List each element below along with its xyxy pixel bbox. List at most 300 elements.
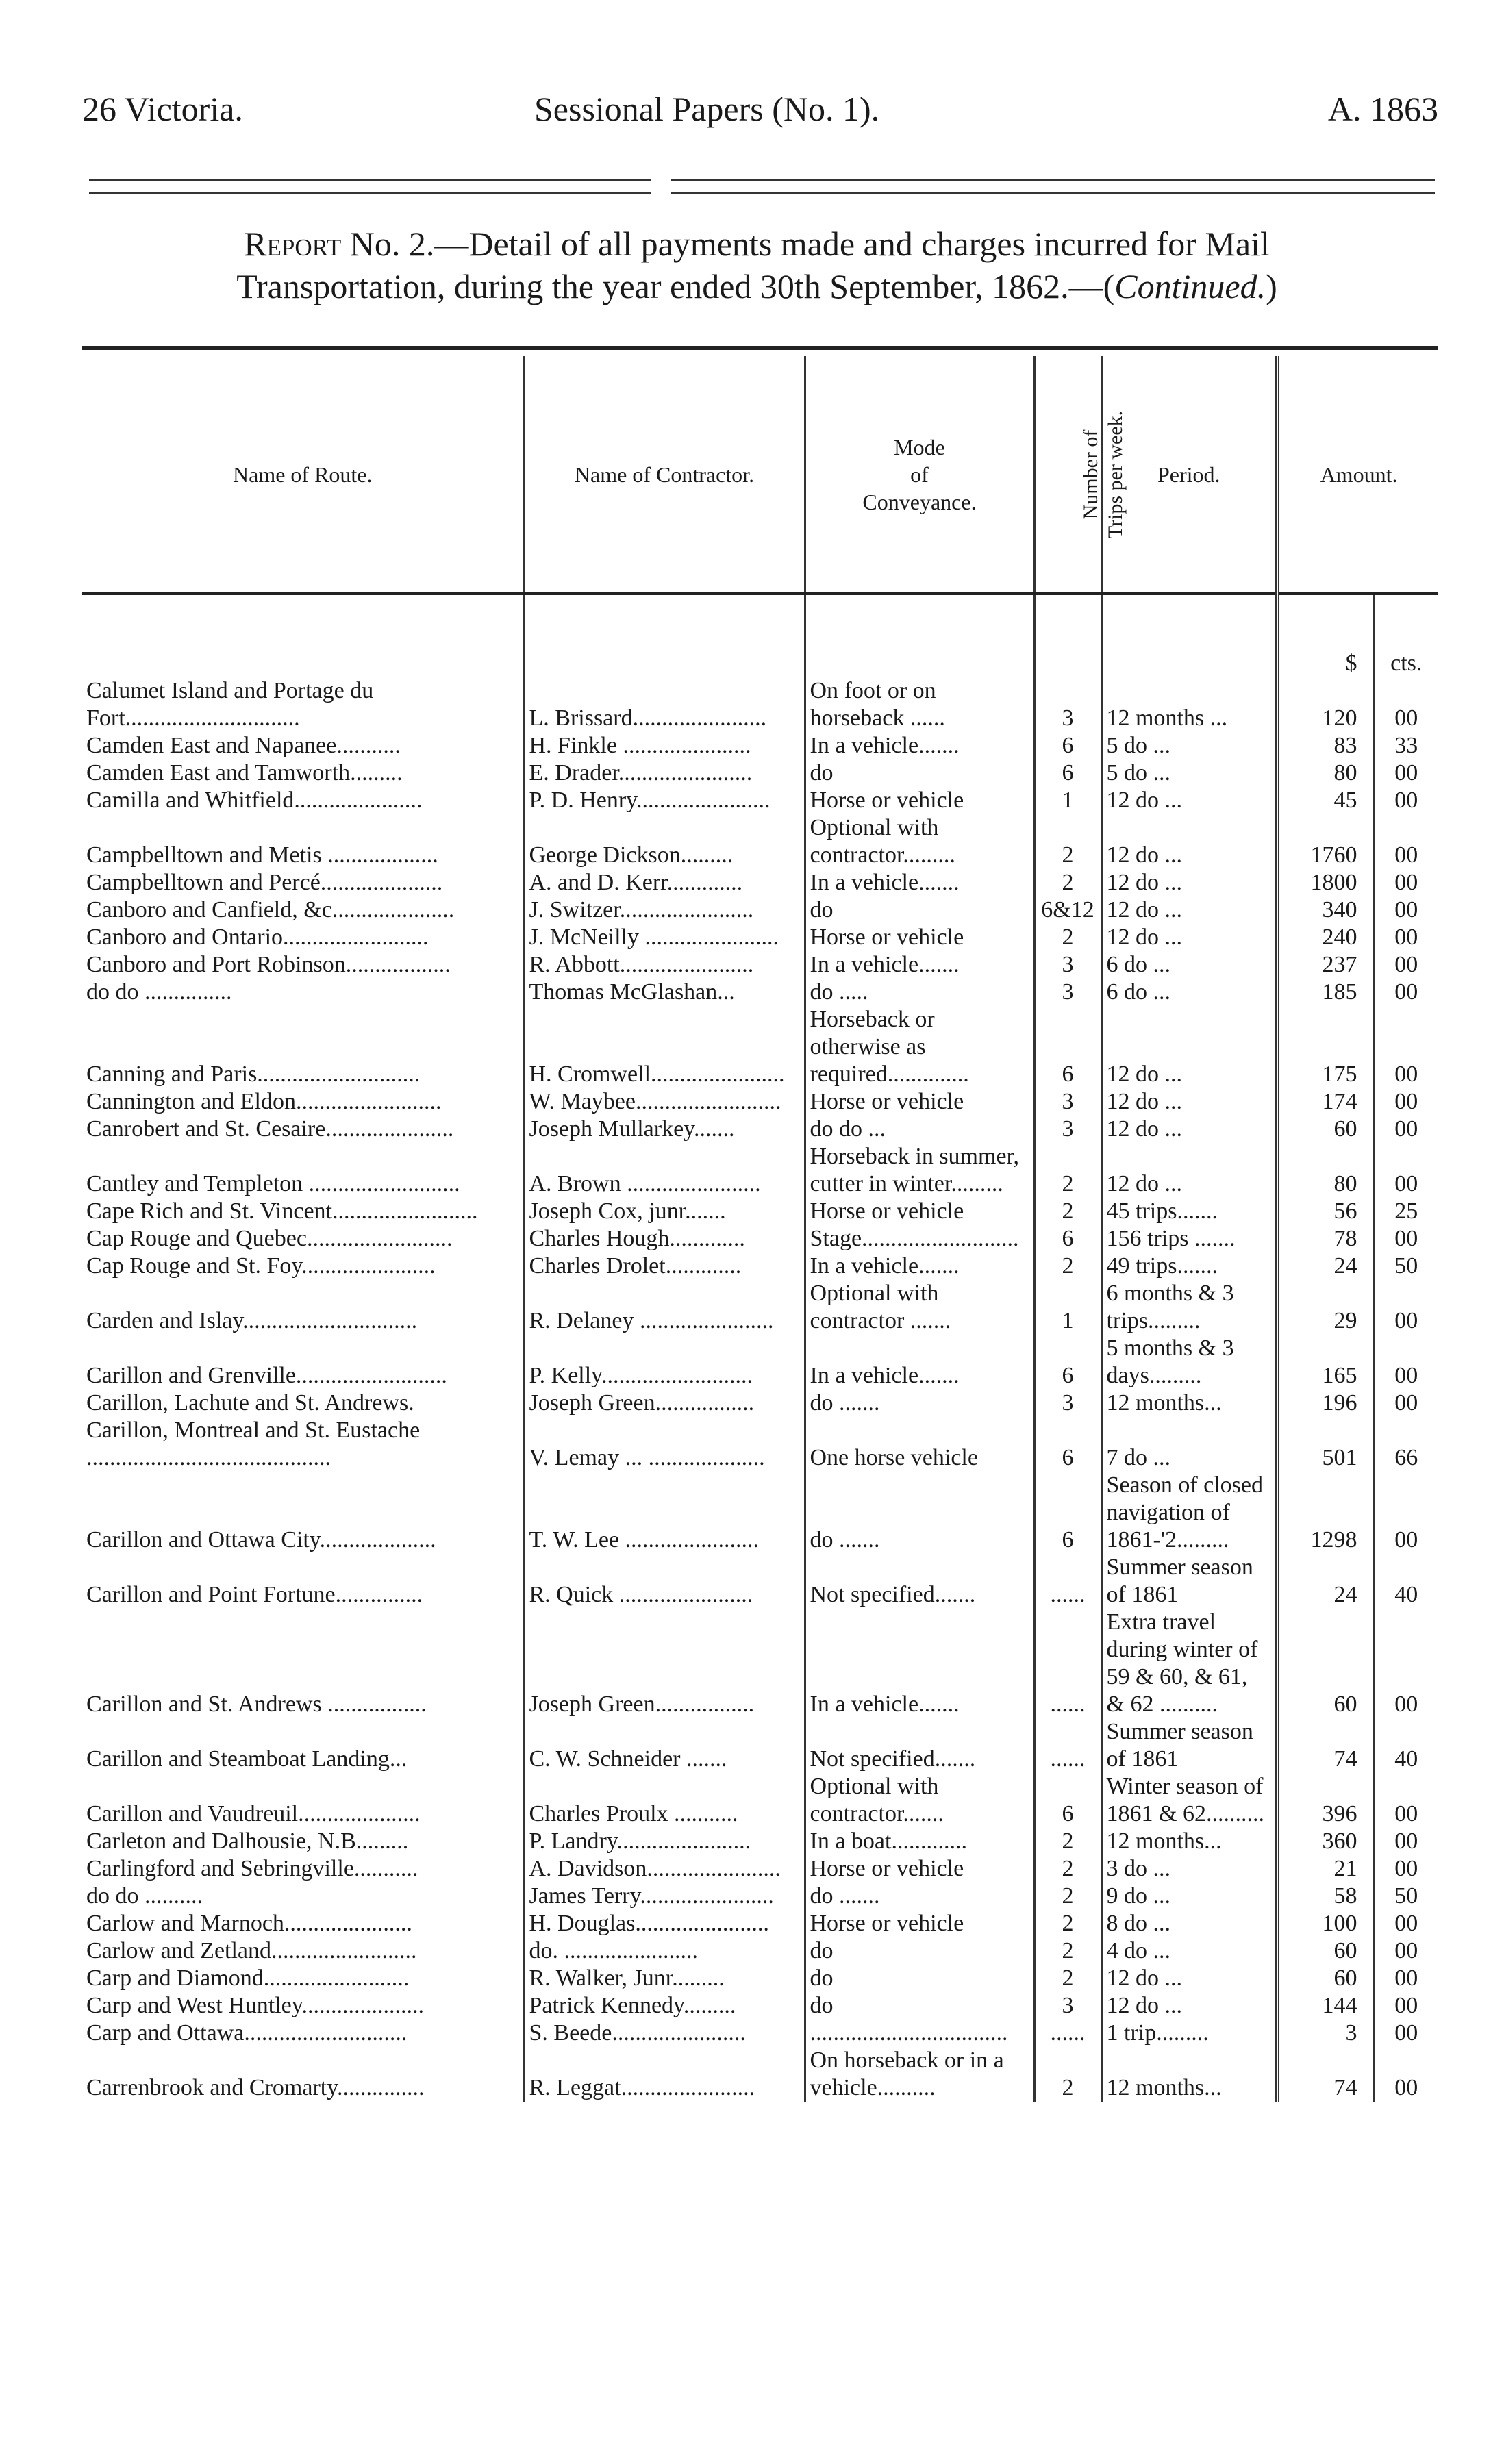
trips-cell: 3 [1034, 1992, 1101, 2020]
cents-cell: 00 [1373, 2047, 1438, 2102]
contractor-cell: L. Brissard....................... [524, 677, 805, 732]
dollars-cell: 1760 [1277, 814, 1373, 869]
cents-cell: 00 [1373, 677, 1438, 732]
year-label: A. 1863 [1327, 90, 1438, 128]
mode-cell: Horseback in summer, cutter in winter......... [805, 1143, 1034, 1198]
table-row [82, 1143, 1438, 1198]
period-cell: 12 months... [1101, 1828, 1277, 1855]
mode-cell: do ....... [805, 1472, 1034, 1554]
contractor-cell: V. Lemay ... .................... [524, 1417, 805, 1472]
cents-cell: 00 [1373, 924, 1438, 951]
cents-cell: 00 [1373, 979, 1438, 1006]
dollars-cell: 83 [1277, 732, 1373, 759]
dollars-cell: 174 [1277, 1088, 1373, 1116]
trips-cell: 2 [1034, 1198, 1101, 1225]
route-cell: Canboro and Canfield, &c..................... [86, 897, 455, 922]
dollars-cell: 1298 [1277, 1472, 1373, 1554]
contractor-cell: R. Quick ....................... [524, 1554, 805, 1609]
trips-cell: 6 [1034, 759, 1101, 787]
period-cell: 12 do ... [1101, 869, 1277, 896]
trips-cell: ...... [1034, 1609, 1101, 1718]
period-cell: 49 trips....... [1101, 1253, 1277, 1280]
period-cell: 12 months... [1101, 1390, 1277, 1417]
mode-cell: Horse or vehicle [805, 924, 1034, 951]
mode-cell: In a vehicle....... [805, 1335, 1034, 1390]
mode-cell: Stage........................... [805, 1225, 1034, 1253]
period-cell: 12 do ... [1101, 1965, 1277, 1992]
route-cell: Carillon and Ottawa City.................... [86, 1527, 436, 1552]
title-line-1: No. 2.—Detail of all payments made and charges incurred for Mail [341, 225, 1270, 263]
trips-cell: 6&12 [1034, 896, 1101, 924]
mode-cell: In a vehicle....... [805, 869, 1034, 896]
trips-cell: 2 [1034, 1910, 1101, 1937]
dollars-cell: 56 [1277, 1198, 1373, 1225]
cents-cell: 25 [1373, 1198, 1438, 1225]
mode-cell: In a vehicle....... [805, 951, 1034, 979]
route-cell: Carillon and Point Fortune............... [86, 1582, 423, 1607]
mode-cell: do ....... [805, 1883, 1034, 1910]
trips-cell: 2 [1034, 869, 1101, 896]
table-row [82, 1116, 1438, 1143]
dollars-cell: 74 [1277, 1718, 1373, 1773]
table-row [82, 814, 1438, 869]
trips-header-line-2: Trips per week. [1103, 410, 1127, 538]
trips-cell: 3 [1034, 979, 1101, 1006]
table-row [82, 1883, 1438, 1910]
period-cell: 4 do ... [1101, 1937, 1277, 1965]
route-cell: Carillon, Montreal and St. Eustache .......................................... [86, 1418, 421, 1470]
cents-cell: 00 [1373, 759, 1438, 787]
table-row [82, 1390, 1438, 1417]
table-row [82, 1910, 1438, 1937]
route-cell: Camilla and Whitfield...................... [86, 788, 423, 813]
table-row [82, 1965, 1438, 1992]
route-cell: Carrenbrook and Cromarty............... [86, 2075, 425, 2100]
cents-cell: 00 [1373, 1965, 1438, 1992]
dollars-cell: 340 [1277, 896, 1373, 924]
table-row [82, 1225, 1438, 1253]
trips-cell: ...... [1034, 1554, 1101, 1609]
table-top-rule [82, 346, 1438, 350]
period-cell: 12 do ... [1101, 814, 1277, 869]
dollars-cell: 58 [1277, 1883, 1373, 1910]
contractor-cell: P. Kelly.......................... [524, 1335, 805, 1390]
period-cell: 12 do ... [1101, 787, 1277, 814]
route-cell: Campbelltown and Percé..................... [86, 870, 443, 895]
trips-cell: ...... [1034, 1718, 1101, 1773]
contractor-cell: Joseph Cox, junr....... [524, 1198, 805, 1225]
dollars-unit: $ [1277, 594, 1373, 677]
trips-cell: 2 [1034, 924, 1101, 951]
table-row [82, 1828, 1438, 1855]
trips-cell: 6 [1034, 1006, 1101, 1088]
route-cell: Camden East and Napanee........... [86, 733, 401, 758]
contractor-cell: Charles Hough............. [524, 1225, 805, 1253]
table-row [82, 951, 1438, 979]
contractor-cell: R. Leggat....................... [524, 2047, 805, 2102]
mode-cell: On horseback or in a vehicle.......... [805, 2047, 1034, 2102]
cents-cell: 00 [1373, 869, 1438, 896]
period-cell: 12 do ... [1101, 1116, 1277, 1143]
route-cell: Carillon and St. Andrews ................. [86, 1692, 427, 1717]
table-row [82, 1280, 1438, 1335]
route-cell: Carp and Diamond......................... [86, 1965, 410, 1991]
cents-cell: 00 [1373, 1937, 1438, 1965]
cents-cell: 00 [1373, 1609, 1438, 1718]
table-row [82, 732, 1438, 759]
trips-cell: 6 [1034, 1417, 1101, 1472]
period-cell: 5 months & 3 days......... [1101, 1335, 1277, 1390]
mode-cell: In a vehicle....... [805, 1253, 1034, 1280]
cents-cell: 00 [1373, 814, 1438, 869]
cents-cell: 50 [1373, 1253, 1438, 1280]
period-cell: 45 trips....... [1101, 1198, 1277, 1225]
dollars-cell: 45 [1277, 787, 1373, 814]
dollars-cell: 185 [1277, 979, 1373, 1006]
trips-cell: 2 [1034, 1883, 1101, 1910]
dollars-cell: 21 [1277, 1855, 1373, 1883]
dollars-cell: 360 [1277, 1828, 1373, 1855]
cents-cell: 00 [1373, 2020, 1438, 2047]
header-rule-right [671, 179, 1435, 194]
mode-cell: do ....... [805, 1390, 1034, 1417]
route-cell: Carillon and Steamboat Landing... [86, 1746, 408, 1772]
dollars-cell: 24 [1277, 1554, 1373, 1609]
route-header: Name of Route. [82, 356, 524, 594]
period-cell: 6 do ... [1101, 979, 1277, 1006]
trips-cell: 6 [1034, 1472, 1101, 1554]
mode-header-line-1: Mode [894, 434, 945, 460]
mode-header-line-2: of [910, 462, 929, 487]
trips-cell: 2 [1034, 2047, 1101, 2102]
cents-cell: 40 [1373, 1554, 1438, 1609]
period-cell: 8 do ... [1101, 1910, 1277, 1937]
contractor-cell: H. Finkle ...................... [524, 732, 805, 759]
period-cell: Summer season of 1861 [1101, 1718, 1277, 1773]
table-row [82, 1773, 1438, 1828]
contractor-cell: P. D. Henry....................... [524, 787, 805, 814]
trips-cell: 2 [1034, 1855, 1101, 1883]
table-row [82, 1088, 1438, 1116]
contractor-cell: Thomas McGlashan... [524, 979, 805, 1006]
route-cell: Carillon and Grenville.......................... [86, 1363, 447, 1388]
trips-header-line-1: Number of [1079, 429, 1102, 519]
mode-cell: Horse or vehicle [805, 787, 1034, 814]
route-cell: do do ............... [86, 979, 232, 1005]
continued-label: Continued. [1114, 267, 1266, 305]
cents-cell: 00 [1373, 951, 1438, 979]
route-cell: Canrobert and St. Cesaire...................... [86, 1116, 454, 1142]
trips-cell: 3 [1034, 951, 1101, 979]
mode-cell: Horse or vehicle [805, 1910, 1034, 1937]
table-row [82, 1335, 1438, 1390]
publication-label: Sessional Papers (No. 1). [534, 90, 880, 128]
mode-cell: .................................. [805, 2020, 1034, 2047]
period-cell: 12 do ... [1101, 1088, 1277, 1116]
dollars-cell: 24 [1277, 1253, 1373, 1280]
dollars-cell: 196 [1277, 1390, 1373, 1417]
contractor-cell: Joseph Green................. [524, 1390, 805, 1417]
report-label: Report [244, 225, 342, 263]
trips-cell: 2 [1034, 1965, 1101, 1992]
table-row [82, 869, 1438, 896]
route-cell: Cap Rouge and Quebec......................... [86, 1226, 453, 1251]
route-cell: Carleton and Dalhousie, N.B......... [86, 1828, 409, 1854]
mode-cell: do [805, 896, 1034, 924]
contractor-cell: R. Walker, Junr......... [524, 1965, 805, 1992]
trips-header-rotated [1079, 410, 1128, 538]
route-cell: Cantley and Templeton .......................... [86, 1171, 460, 1196]
dollars-cell: 100 [1277, 1910, 1373, 1937]
table-row [82, 1855, 1438, 1883]
dollars-cell: 144 [1277, 1992, 1373, 2020]
trips-cell: 1 [1034, 787, 1101, 814]
period-cell: 12 do ... [1101, 1143, 1277, 1198]
trips-cell: 6 [1034, 1335, 1101, 1390]
amount-header: Amount. [1277, 356, 1438, 594]
route-cell: Cannington and Eldon......................... [86, 1089, 442, 1114]
contractor-cell: Joseph Mullarkey....... [524, 1116, 805, 1143]
period-cell: 12 do ... [1101, 1006, 1277, 1088]
contractor-cell: R. Delaney ....................... [524, 1280, 805, 1335]
contractor-cell: P. Landry....................... [524, 1828, 805, 1855]
period-cell: Season of closed navigation of 1861-'2......... [1101, 1472, 1277, 1554]
trips-cell: 1 [1034, 1280, 1101, 1335]
dollars-cell: 240 [1277, 924, 1373, 951]
route-cell: Carillon and Vaudreuil..................... [86, 1801, 421, 1826]
cents-cell: 40 [1373, 1718, 1438, 1773]
column-header-row [82, 356, 1438, 594]
trips-cell: 2 [1034, 1937, 1101, 1965]
period-cell: 5 do ... [1101, 759, 1277, 787]
dollars-cell: 501 [1277, 1417, 1373, 1472]
cents-cell: 66 [1373, 1417, 1438, 1472]
period-cell: Winter season of 1861 & 62.......... [1101, 1773, 1277, 1828]
mode-cell: Not specified....... [805, 1554, 1034, 1609]
table-row [82, 1937, 1438, 1965]
contractor-cell: W. Maybee......................... [524, 1088, 805, 1116]
route-cell: Calumet Island and Portage du Fort.............................. [86, 678, 374, 731]
trips-cell: 3 [1034, 1390, 1101, 1417]
table-row [82, 1472, 1438, 1554]
period-cell: Extra travel during winter of 59 & 60, & 61, & 62 .......... [1101, 1609, 1277, 1718]
table-row [82, 1198, 1438, 1225]
table-row [82, 924, 1438, 951]
cents-cell: 00 [1373, 1828, 1438, 1855]
contractor-header: Name of Contractor. [524, 356, 805, 594]
period-cell: 12 months... [1101, 2047, 1277, 2102]
mode-cell: do do ... [805, 1116, 1034, 1143]
cents-cell: 00 [1373, 1855, 1438, 1883]
trips-cell: 2 [1034, 1253, 1101, 1280]
contractor-cell: S. Beede....................... [524, 2020, 805, 2047]
trips-cell: 2 [1034, 814, 1101, 869]
trips-cell: 2 [1034, 1143, 1101, 1198]
cents-cell: 00 [1373, 1280, 1438, 1335]
route-cell: Canning and Paris............................ [86, 1061, 421, 1087]
payments-table [82, 356, 1438, 2102]
cents-cell: 00 [1373, 1006, 1438, 1088]
cents-cell: 00 [1373, 1335, 1438, 1390]
table-row [82, 1992, 1438, 2020]
contractor-cell: J. McNeilly ....................... [524, 924, 805, 951]
table-row [82, 1718, 1438, 1773]
route-cell: Campbelltown and Metis ................... [86, 842, 438, 868]
mode-cell: do ..... [805, 979, 1034, 1006]
period-cell: 6 months & 3 trips......... [1101, 1280, 1277, 1335]
trips-cell: 6 [1034, 1225, 1101, 1253]
table-row [82, 2020, 1438, 2047]
period-cell: 1 trip......... [1101, 2020, 1277, 2047]
mode-cell: In a vehicle....... [805, 732, 1034, 759]
cents-cell: 00 [1373, 1390, 1438, 1417]
route-cell: do do .......... [86, 1883, 203, 1909]
table-row [82, 677, 1438, 732]
table-row [82, 1609, 1438, 1718]
mode-cell: One horse vehicle [805, 1417, 1034, 1472]
period-cell: 5 do ... [1101, 732, 1277, 759]
period-cell: 12 do ... [1101, 1992, 1277, 2020]
contractor-cell: J. Switzer....................... [524, 896, 805, 924]
cents-cell: 00 [1373, 1472, 1438, 1554]
dollars-cell: 237 [1277, 951, 1373, 979]
contractor-cell: Joseph Green................. [524, 1609, 805, 1718]
contractor-cell: George Dickson......... [524, 814, 805, 869]
contractor-cell: Charles Proulx ........... [524, 1773, 805, 1828]
table-row [82, 896, 1438, 924]
table-row [82, 979, 1438, 1006]
trips-cell: 3 [1034, 1116, 1101, 1143]
period-cell: 12 do ... [1101, 924, 1277, 951]
table-row [82, 1006, 1438, 1088]
mode-cell: Horse or vehicle [805, 1088, 1034, 1116]
table-row [82, 787, 1438, 814]
cents-cell: 50 [1373, 1883, 1438, 1910]
contractor-cell: C. W. Schneider ....... [524, 1718, 805, 1773]
route-cell: Cap Rouge and St. Foy....................... [86, 1253, 436, 1279]
cents-cell: 00 [1373, 1143, 1438, 1198]
report-title [75, 223, 1438, 307]
contractor-cell: R. Abbott....................... [524, 951, 805, 979]
cents-cell: 00 [1373, 1773, 1438, 1828]
trips-cell: 2 [1034, 1828, 1101, 1855]
dollars-cell: 175 [1277, 1006, 1373, 1088]
contractor-cell: do. ....................... [524, 1937, 805, 1965]
mode-cell: In a boat............. [805, 1828, 1034, 1855]
cents-cell: 33 [1373, 732, 1438, 759]
route-cell: Carp and Ottawa............................ [86, 2020, 408, 2046]
cents-cell: 00 [1373, 1992, 1438, 2020]
dollars-cell: 29 [1277, 1280, 1373, 1335]
mode-cell: Optional with contractor....... [805, 1773, 1034, 1828]
dollars-cell: 165 [1277, 1335, 1373, 1390]
trips-cell: 6 [1034, 732, 1101, 759]
unit-row [82, 594, 1438, 677]
trips-cell: ...... [1034, 2020, 1101, 2047]
contractor-cell: A. and D. Kerr............. [524, 869, 805, 896]
mode-cell: Optional with contractor......... [805, 814, 1034, 869]
period-cell: 156 trips ....... [1101, 1225, 1277, 1253]
mode-cell: Not specified....... [805, 1718, 1034, 1773]
period-cell: 3 do ... [1101, 1855, 1277, 1883]
dollars-cell: 396 [1277, 1773, 1373, 1828]
trips-header [1034, 356, 1127, 594]
mode-cell: do [805, 759, 1034, 787]
route-cell: Cape Rich and St. Vincent......................... [86, 1198, 478, 1224]
contractor-cell: T. W. Lee ....................... [524, 1472, 805, 1554]
mode-cell: On foot or on horseback ...... [805, 677, 1034, 732]
period-cell: 6 do ... [1101, 951, 1277, 979]
trips-cell: 3 [1034, 677, 1101, 732]
period-cell: Summer season of 1861 [1101, 1554, 1277, 1609]
trips-cell: 6 [1034, 1773, 1101, 1828]
cents-cell: 00 [1373, 1910, 1438, 1937]
cents-unit: cts. [1373, 594, 1438, 677]
mode-header [805, 356, 1034, 594]
cents-cell: 00 [1373, 787, 1438, 814]
route-cell: Camden East and Tamworth......... [86, 760, 403, 785]
session-label: 26 Victoria. [82, 90, 243, 128]
table-row [82, 1554, 1438, 1609]
dollars-cell: 78 [1277, 1225, 1373, 1253]
mode-header-line-3: Conveyance. [862, 489, 977, 514]
period-cell: 7 do ... [1101, 1417, 1277, 1472]
dollars-cell: 74 [1277, 2047, 1373, 2102]
route-cell: Carlow and Marnoch...................... [86, 1911, 412, 1936]
table-row [82, 2047, 1438, 2102]
dollars-cell: 1800 [1277, 869, 1373, 896]
dollars-cell: 80 [1277, 1143, 1373, 1198]
contractor-cell: H. Douglas....................... [524, 1910, 805, 1937]
mode-cell: do [805, 1937, 1034, 1965]
period-cell: 12 months ... [1101, 677, 1277, 732]
running-header [82, 89, 1438, 151]
table-row [82, 1253, 1438, 1280]
route-cell: Carlingford and Sebringville........... [86, 1856, 418, 1881]
mode-cell: do [805, 1965, 1034, 1992]
contractor-cell: E. Drader....................... [524, 759, 805, 787]
mode-cell: Horse or vehicle [805, 1198, 1034, 1225]
mode-cell: Horse or vehicle [805, 1855, 1034, 1883]
cents-cell: 00 [1373, 1088, 1438, 1116]
route-cell: Canboro and Port Robinson.................. [86, 952, 451, 977]
title-line-2: Transportation, during the year ended 30th September, 1862.—( [236, 267, 1115, 305]
contractor-cell: James Terry....................... [524, 1883, 805, 1910]
dollars-cell: 60 [1277, 1609, 1373, 1718]
dollars-cell: 80 [1277, 759, 1373, 787]
contractor-cell: H. Cromwell....................... [524, 1006, 805, 1088]
dollars-cell: 3 [1277, 2020, 1373, 2047]
period-cell: 12 do ... [1101, 896, 1277, 924]
contractor-cell: Patrick Kennedy......... [524, 1992, 805, 2020]
mode-cell: In a vehicle....... [805, 1609, 1034, 1718]
dollars-cell: 60 [1277, 1965, 1373, 1992]
mode-cell: do [805, 1992, 1034, 2020]
route-cell: Carden and Islay.............................. [86, 1308, 418, 1333]
trips-cell: 3 [1034, 1088, 1101, 1116]
dollars-cell: 60 [1277, 1116, 1373, 1143]
cents-cell: 00 [1373, 896, 1438, 924]
table-row [82, 759, 1438, 787]
dollars-cell: 60 [1277, 1937, 1373, 1965]
table-row [82, 1417, 1438, 1472]
dollars-cell: 120 [1277, 677, 1373, 732]
cents-cell: 00 [1373, 1225, 1438, 1253]
contractor-cell: A. Brown ....................... [524, 1143, 805, 1198]
period-cell: 9 do ... [1101, 1883, 1277, 1910]
mode-cell: Horseback or otherwise as required.............. [805, 1006, 1034, 1088]
route-cell: Carp and West Huntley..................... [86, 1993, 425, 2018]
